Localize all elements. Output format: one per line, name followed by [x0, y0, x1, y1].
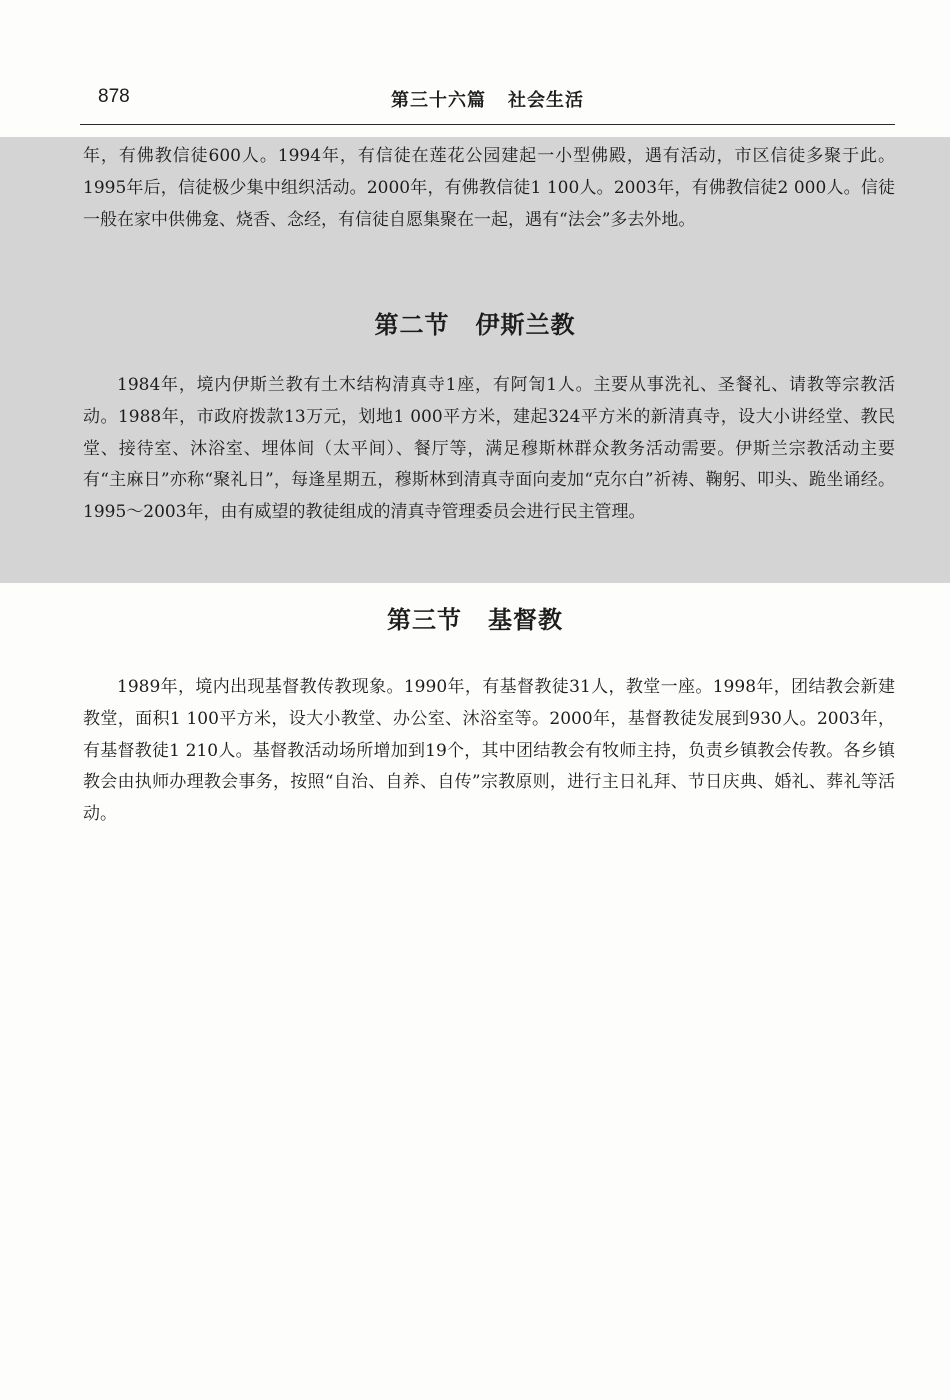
page-number: 878 [98, 86, 130, 107]
running-title [80, 86, 895, 112]
section-number: 第三节 [387, 606, 462, 634]
paragraph-buddhism-continued: 年，有佛教信徒600人。1994年，有信徒在莲花公园建起一小型佛殿，遇有活动，市区信徒多聚于此。1995年后，信徒极少集中组织活动。2000年，有佛教信徒1 100人。2003年，有佛教信徒2 000人。信徒一般在家中供佛龛、烧香、念经，有信徒自愿集聚在一起，遇有“法会”多去外地。 [83, 146, 895, 230]
paragraph-islam: 1984年，境内伊斯兰教有土木结构清真寺1座，有阿訇1人。主要从事洗礼、圣餐礼、请教等宗教活动。1988年，市政府拨款13万元，划地1 000平方米，建起324平方米的新清真寺，设大小讲经堂、教民堂、接待室、沐浴室、埋体间（太平间）、餐厅等，满足穆斯林群众教务活动需要。伊斯兰宗教活动主要有“主麻日”亦称“聚礼日”，每逢星期五，穆斯林到清真寺面向麦加“克尔白”祈祷、鞠躬、叩头、跪坐诵经。1995～2003年，由有威望的教徒组成的清真寺管理委员会进行民主管理。 [83, 375, 895, 523]
section-number: 第二节 [374, 311, 450, 339]
section-heading-christianity [0, 600, 950, 635]
chapter-number: 第三十六篇 [391, 90, 486, 111]
section-title: 基督教 [488, 606, 563, 634]
paragraph-christianity: 1989年，境内出现基督教传教现象。1990年，有基督教徒31人，教堂一座。1998年，团结教会新建教堂，面积1 100平方米，设大小教堂、办公室、沐浴室等。2000年，基督教徒发展到930人。2003年，有基督教徒1 210人。基督教活动场所增加到19个，其中团结教会有牧师主持，负责乡镇教会传教。各乡镇教会由执师办理教会事务，按照“自治、自养、自传”宗教原则，进行主日礼拜、节日庆典、婚礼、葬礼等活动。 [83, 677, 895, 825]
section-heading-islam [0, 305, 950, 340]
section-title: 伊斯兰教 [475, 311, 576, 339]
chapter-title: 社会生活 [508, 90, 584, 111]
running-header [80, 78, 895, 125]
